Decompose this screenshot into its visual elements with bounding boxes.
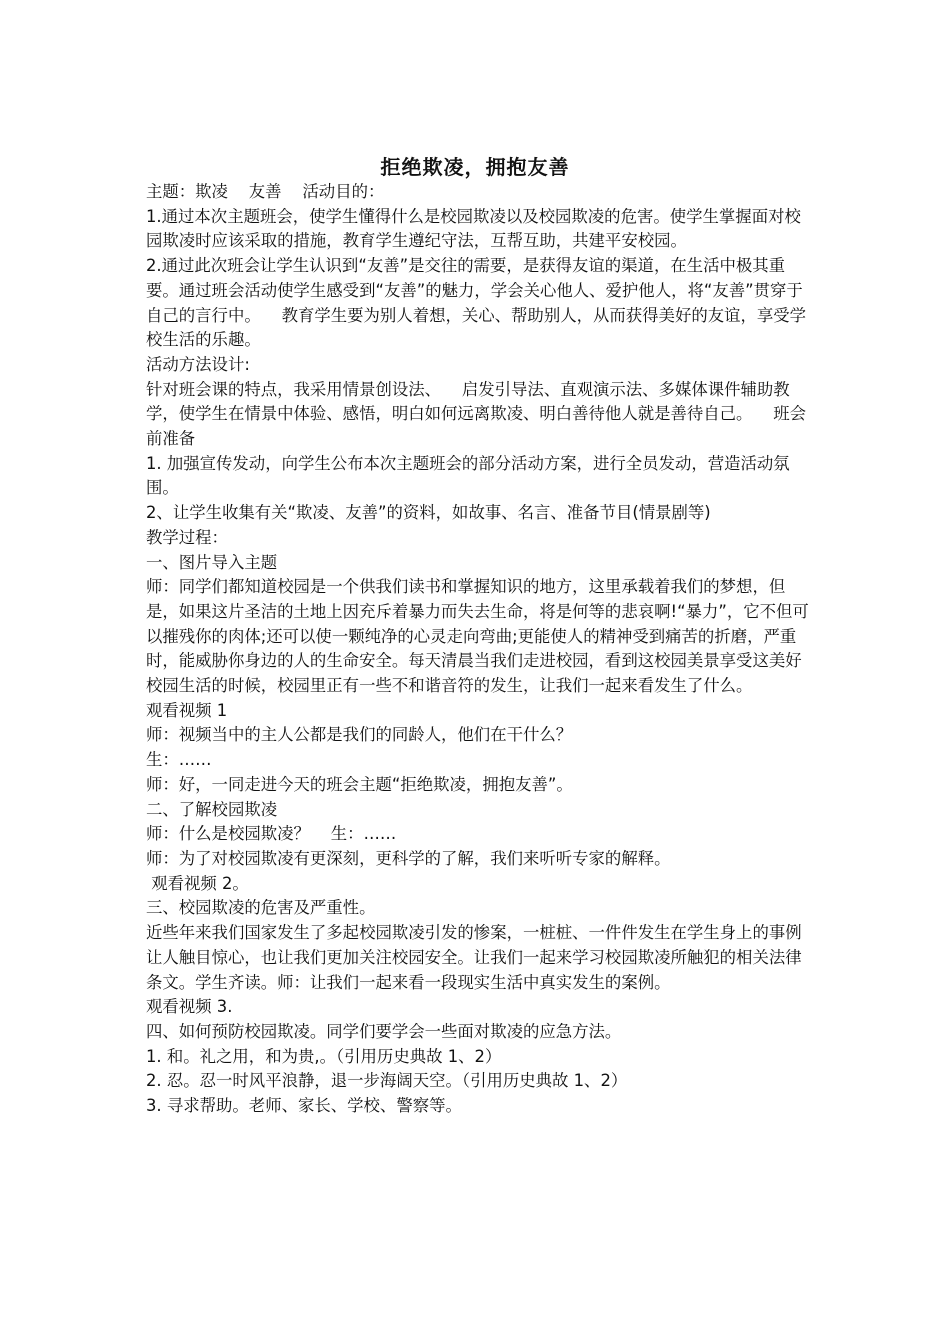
paragraph: 1. 加强宣传发动，向学生公布本次主题班会的部分活动方案，进行全员发动，营造活动氛围。: [146, 453, 790, 498]
paragraph: 师：为了对校园欺凌有更深刻，更科学的了解，我们来听听专家的解释。: [146, 848, 671, 868]
paragraph: 1. 和。礼之用，和为贵,。（引用历史典故 1、2）: [146, 1046, 502, 1066]
paragraph: 2. 忍。忍一时风平浪静，退一步海阔天空。（引用历史典故 1、2）: [146, 1071, 628, 1091]
paragraph: 主题：欺凌 友善 活动目的：: [146, 182, 385, 201]
document-body: [146, 180, 814, 1119]
paragraph: 师：同学们都知道校园是一个供我们读书和掌握知识的地方，这里承载着我们的梦想，但是，如果这片圣洁的土地上因充斥着暴力而失去生命，将是何等的悲哀啊!“暴力”，它不但可以摧残你的肉体;还可以使一颗纯净的心灵走向弯曲;更能使人的精神受到痛苦的折磨，严重时，能威胁你身边的人的生命安全。每天清晨当我们走进校园，看到这校园美景享受这美好校园生活的时候，校园里正有一些不和谐音符的发生，让我们一起来看发生了什么。: [146, 577, 809, 696]
paragraph: 2.通过此次班会让学生认识到“友善”是交往的需要，是获得友谊的渠道，在生活中极其重要。通过班会活动使学生感受到“友善”的魅力，学会关心他人、爱护他人，将“友善”贯穿于自己的言行中。 教育学生要为别人着想，关心、帮助别人，从而获得美好的友谊，享受学校生活的乐趣。: [146, 256, 807, 350]
paragraph: 观看视频 3.: [146, 997, 233, 1017]
document-title: 拒绝欺凌，拥抱友善: [380, 155, 570, 180]
paragraph: 2、让学生收集有关“欺凌、友善”的资料，如故事、名言、准备节目(情景剧等): [146, 503, 711, 523]
paragraph: 二、了解校园欺凌: [146, 799, 278, 819]
paragraph: 师：好，一同走进今天的班会主题“拒绝欺凌，拥抱友善”。: [146, 774, 573, 794]
paragraph: 师：什么是校园欺凌？ 生：……: [146, 824, 397, 844]
paragraph: 三、校园欺凌的危害及严重性。: [146, 898, 376, 918]
paragraph: 1.通过本次主题班会，使学生懂得什么是校园欺凌以及校园欺凌的危害。使学生掌握面对校园欺凌时应该采取的措施，教育学生遵纪守法，互帮互助，共建平安校园。: [146, 206, 801, 251]
paragraph: 四、如何预防校园欺凌。同学们要学会一些面对欺凌的应急方法。: [146, 1021, 622, 1041]
paragraph: 教学过程：: [146, 527, 228, 547]
paragraph: 近些年来我们国家发生了多起校园欺凌引发的惨案，一桩桩、一件件发生在学生身上的事例让人触目惊心，也让我们更加关注校园安全。让我们一起来学习校园欺凌所触犯的相关法律条文。学生齐读。师：让我们一起来看一段现实生活中真实发生的案例。: [146, 923, 802, 992]
paragraph: 生：……: [146, 750, 212, 770]
paragraph: 活动方法设计:: [146, 354, 250, 374]
paragraph: 一、图片导入主题: [146, 552, 278, 572]
paragraph: 观看视频 2。: [146, 873, 249, 893]
paragraph: 3. 寻求帮助。老师、家长、学校、警察等。: [146, 1096, 462, 1116]
paragraph: 观看视频 1: [146, 700, 228, 720]
paragraph: 师：视频当中的主人公都是我们的同龄人，他们在干什么？: [146, 725, 573, 745]
paragraph: 针对班会课的特点，我采用情景创设法、 启发引导法、直观演示法、多媒体课件辅助教学，使学生在情景中体验、感悟，明白如何远离欺凌、明白善待他人就是善待自己。 班会前准备: [146, 379, 807, 449]
